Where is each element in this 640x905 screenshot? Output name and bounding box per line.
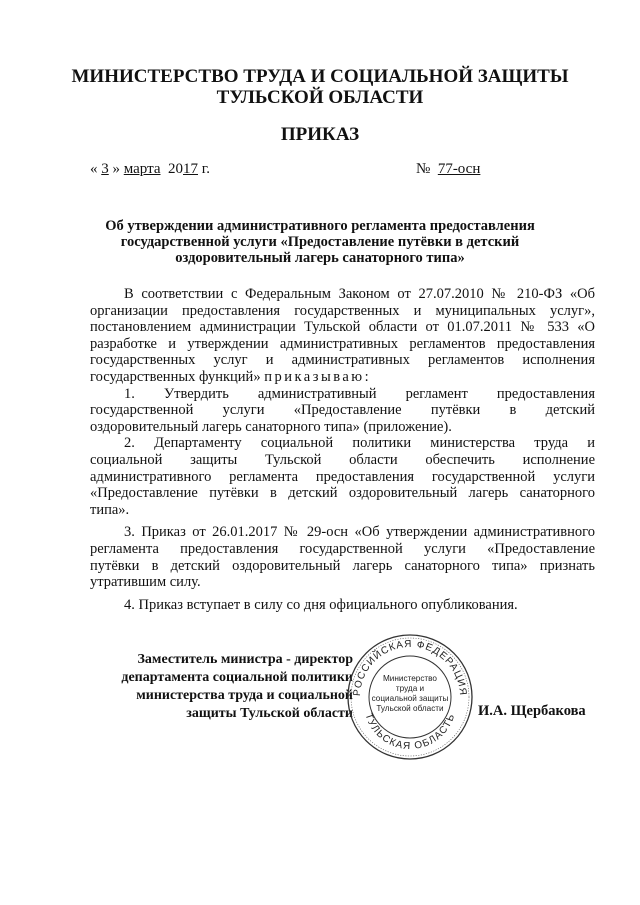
seal-outer-top: РОССИЙСКАЯ ФЕДЕРАЦИЯ — [351, 638, 469, 697]
signature-title-block — [100, 651, 353, 723]
body-line: 2. Департаменту социальной политики министерства труда и — [124, 435, 595, 452]
subject-line-1: Об утверждении административного регламента предоставления — [105, 218, 535, 234]
date-month: марта — [123, 161, 161, 177]
number-value: 77-осн — [437, 161, 481, 177]
date-quote-open: « — [90, 161, 98, 177]
body-line: административного регламента предоставления государственной услуги — [90, 468, 595, 485]
date-year-prefix: 20 — [168, 161, 183, 177]
body-line: утратившим силу. — [90, 574, 201, 591]
body-line: социальной защиты Тульской области обеспечить исполнение — [90, 451, 595, 468]
seal-inner-line-3: социальной защиты — [371, 694, 449, 703]
seal-inner-line-2: труда и — [395, 684, 425, 693]
body-line: организации предоставления государственных и муниципальных услуг», — [90, 302, 595, 319]
signature-line-1: Заместитель министра - директор — [137, 652, 353, 667]
date-year-unit: г. — [201, 161, 210, 177]
body-line: государственной услуги «Предоставление путёвки в детский — [90, 402, 595, 419]
order-body — [90, 286, 595, 613]
number-sign: № — [416, 161, 431, 177]
body-line: типа». — [90, 501, 130, 518]
body-line: путёвки в детский оздоровительный лагерь санаторного типа» признать — [90, 557, 595, 574]
signer-name: И.А. Щербакова — [478, 703, 586, 719]
subject-line-2: государственной услуги «Предоставление путёвки в детский — [120, 234, 520, 250]
body-line: 3. Приказ от 26.01.2017 № 29-осн «Об утверждении административного — [124, 524, 595, 541]
body-line: 1. Утвердить административный регламент предоставления — [124, 385, 595, 402]
body-line: регламента предоставления государственной услуги «Предоставление — [90, 540, 595, 557]
order-verb: приказываю: — [264, 368, 372, 385]
seal-inner-line-4: Тульской области — [376, 704, 444, 713]
body-line: оздоровительный лагерь санаторного типа» (приложение). — [90, 418, 452, 435]
date-day: 3 — [101, 161, 109, 177]
ministry-line-1: МИНИСТЕРСТВО ТРУДА И СОЦИАЛЬНОЙ ЗАЩИТЫ — [71, 66, 569, 87]
body-line: разработке и утверждении административных регламентов предоставления — [90, 335, 595, 352]
subject-line-3: оздоровительный лагерь санаторного типа» — [175, 250, 465, 266]
body-line: 4. Приказ вступает в силу со дня официального опубликования. — [124, 596, 518, 613]
ministry-header — [70, 66, 570, 108]
svg-text:ТУЛЬСКАЯ ОБЛАСТЬ — [362, 712, 457, 752]
ministry-line-2: ТУЛЬСКОЙ ОБЛАСТИ — [216, 87, 424, 108]
body-line: постановлением администрации Тульской области от 01.07.2011 № 533 «О — [90, 319, 595, 336]
order-number — [416, 161, 480, 178]
body-line: «Предоставление путёвки в детский оздоровительный лагерь санаторного — [90, 485, 595, 502]
body-line: государственных услуг и административных регламентов исполнения — [90, 352, 595, 369]
doc-type-title: ПРИКАЗ — [280, 124, 360, 145]
date-year-suffix: 17 — [183, 161, 198, 177]
signature-line-2: департамента социальной политики — [121, 670, 353, 685]
seal-inner-line-1: Министерство — [382, 674, 437, 683]
order-subject — [100, 218, 540, 266]
signature-line-4: защиты Тульской области — [186, 706, 353, 721]
date-quote-close: » — [112, 161, 120, 177]
order-date — [90, 161, 210, 178]
seal-outer-bottom: ТУЛЬСКАЯ ОБЛАСТЬ — [362, 711, 458, 753]
body-line: В соответствии с Федеральным Законом от 27.07.2010 № 210-ФЗ «Об — [124, 286, 595, 302]
body-line: государственных функций» приказываю: — [90, 368, 372, 385]
signature-line-3: министерства труда и социальной — [136, 688, 353, 703]
